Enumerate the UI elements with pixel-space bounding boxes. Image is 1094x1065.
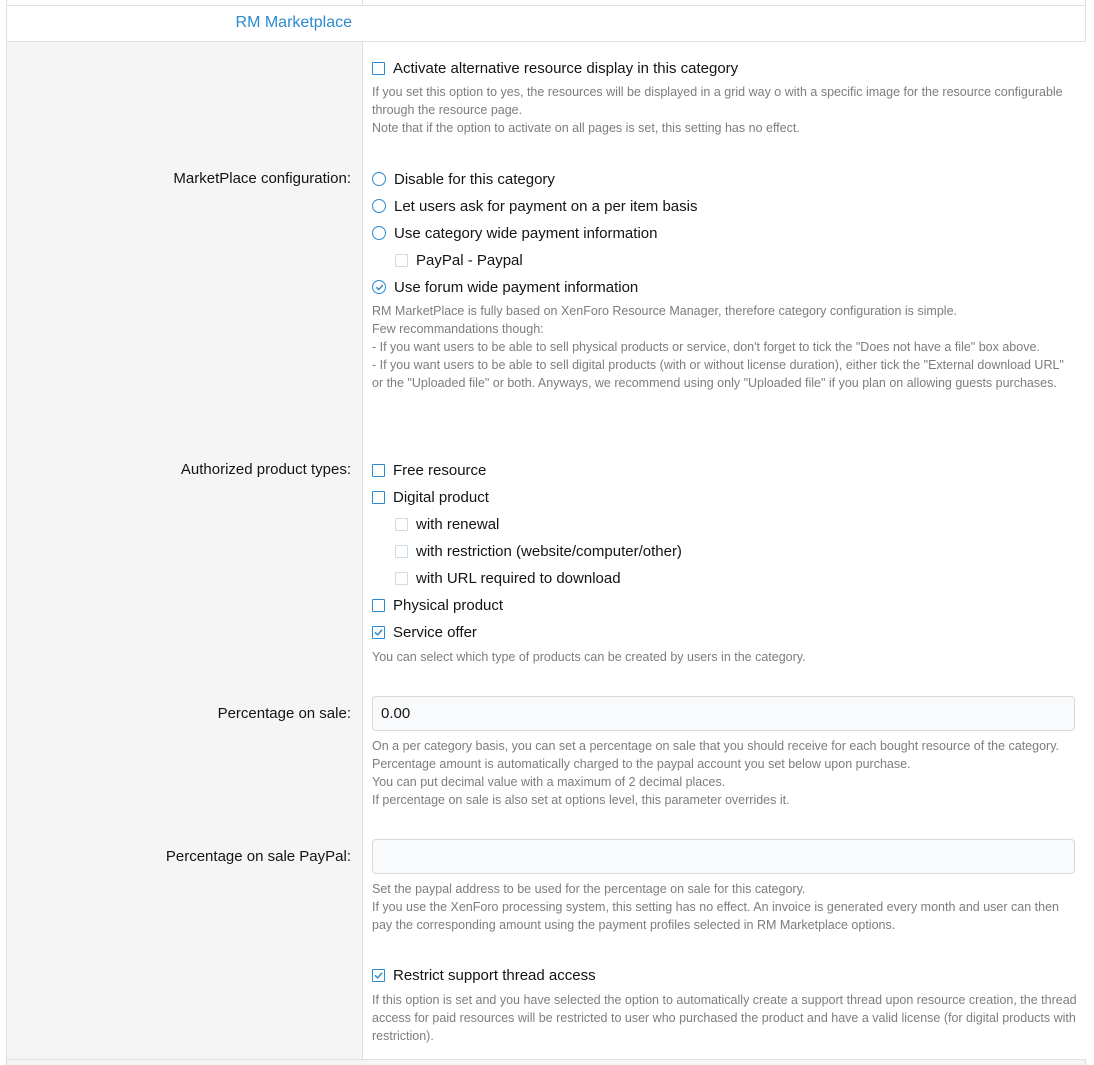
help-line: Set the paypal address to be used for the percentage on sale for this category. <box>372 882 806 896</box>
with-restriction-option[interactable] <box>395 541 682 561</box>
free-resource-checkbox[interactable] <box>372 464 385 477</box>
checkmark-icon <box>374 971 383 980</box>
radio-category-wide-label: Use category wide payment information <box>394 224 658 242</box>
radio-disable-label: Disable for this category <box>394 170 555 188</box>
help-line: - If you want users to be able to sell digital products (with or without license duration), either tick the "External download URL" or the "Uploaded file" or both. Anyways, we recommend using only "Uploaded file" if you plan on allowing guests purchases. <box>372 358 1064 390</box>
with-renewal-checkbox[interactable] <box>395 518 408 531</box>
free-resource-option[interactable] <box>372 460 486 480</box>
section-header <box>7 6 1085 42</box>
help-line: If you use the XenForo processing system, this setting has no effect. An invoice is generated every month and user can then pay the corresponding amount using the payment profiles selected in RM Marketplace options. <box>372 900 1059 932</box>
percentage-paypal-label: Percentage on sale PayPal: <box>165 848 351 865</box>
radio-per-item-label: Let users ask for payment on a per item basis <box>394 197 698 215</box>
percentage-label: Percentage on sale: <box>217 705 351 722</box>
percentage-input[interactable] <box>372 696 1075 731</box>
radio-disable[interactable] <box>372 169 555 189</box>
product-types-help <box>372 648 1077 666</box>
radio-per-item-button[interactable] <box>372 199 386 213</box>
alt-display-option[interactable] <box>372 58 738 78</box>
help-line: Few recommandations though: <box>372 322 544 336</box>
support-thread-checkbox[interactable] <box>372 969 385 982</box>
with-renewal-label: with renewal <box>416 515 500 533</box>
help-line: RM MarketPlace is fully based on XenForo Resource Manager, therefore category configuration is simple. <box>372 304 958 318</box>
radio-selected-icon <box>375 283 384 292</box>
help-line: If you set this option to yes, the resources will be displayed in a grid way o with a specific image for the resource configurable through the resource page. <box>372 85 1063 117</box>
alt-display-checkbox[interactable] <box>372 62 385 75</box>
marketplace-config-help <box>372 302 1077 392</box>
physical-product-checkbox[interactable] <box>372 599 385 612</box>
help-line: If percentage on sale is also set at options level, this parameter overrides it. <box>372 793 790 807</box>
with-url-option[interactable] <box>395 568 621 588</box>
checkmark-icon <box>374 628 383 637</box>
help-line: On a per category basis, you can set a percentage on sale that you should receive for each bought resource of the category. Percentage amount is automatically charged to the paypal account you set below upon purchase. <box>372 739 1059 771</box>
product-types-label: Authorized product types: <box>180 461 351 478</box>
radio-forum-wide-label: Use forum wide payment information <box>394 278 639 296</box>
with-restriction-checkbox[interactable] <box>395 545 408 558</box>
free-resource-label: Free resource <box>393 461 487 479</box>
with-url-checkbox[interactable] <box>395 572 408 585</box>
section-title: RM Marketplace <box>235 14 352 31</box>
help-line: You can put decimal value with a maximum of 2 decimal places. <box>372 775 726 789</box>
support-thread-option[interactable] <box>372 965 596 985</box>
paypal-checkbox[interactable] <box>395 254 408 267</box>
radio-per-item[interactable] <box>372 196 697 216</box>
paypal-label: PayPal - Paypal <box>416 251 523 269</box>
percentage-paypal-help <box>372 880 1077 934</box>
percentage-paypal-input[interactable] <box>372 839 1075 874</box>
radio-disable-button[interactable] <box>372 172 386 186</box>
physical-product-label: Physical product <box>393 596 504 614</box>
with-url-label: with URL required to download <box>416 569 621 587</box>
radio-forum-wide[interactable] <box>372 277 638 297</box>
help-line: - If you want users to be able to sell physical products or service, don't forget to tick the "Does not have a file" box above. <box>372 340 1040 354</box>
alt-display-help <box>372 83 1077 137</box>
service-offer-option[interactable] <box>372 622 477 642</box>
alt-display-label: Activate alternative resource display in this category <box>393 59 739 77</box>
service-offer-checkbox[interactable] <box>372 626 385 639</box>
support-thread-label: Restrict support thread access <box>393 966 596 984</box>
options-form <box>6 0 1086 1065</box>
with-restriction-label: with restriction (website/computer/other) <box>416 542 682 560</box>
with-renewal-option[interactable] <box>395 514 499 534</box>
percentage-help <box>372 737 1077 809</box>
physical-product-option[interactable] <box>372 595 503 615</box>
bottom-border <box>7 1059 1085 1065</box>
support-thread-help <box>372 991 1077 1045</box>
radio-category-wide[interactable] <box>372 223 657 243</box>
paypal-sub-option[interactable] <box>395 250 523 270</box>
help-line: You can select which type of products can be created by users in the category. <box>372 650 806 664</box>
digital-product-label: Digital product <box>393 488 489 506</box>
help-line: Note that if the option to activate on all pages is set, this setting has no effect. <box>372 121 800 135</box>
digital-product-checkbox[interactable] <box>372 491 385 504</box>
radio-category-wide-button[interactable] <box>372 226 386 240</box>
label-column <box>7 42 362 1059</box>
marketplace-config-label: MarketPlace configuration: <box>173 170 351 187</box>
service-offer-label: Service offer <box>393 623 477 641</box>
digital-product-option[interactable] <box>372 487 489 507</box>
radio-forum-wide-button[interactable] <box>372 280 386 294</box>
help-line: If this option is set and you have selected the option to automatically create a support thread upon resource creation, the thread access for paid resources will be restricted to user who purchased the product and have a valid license (for digital products with restriction). <box>372 993 1077 1043</box>
